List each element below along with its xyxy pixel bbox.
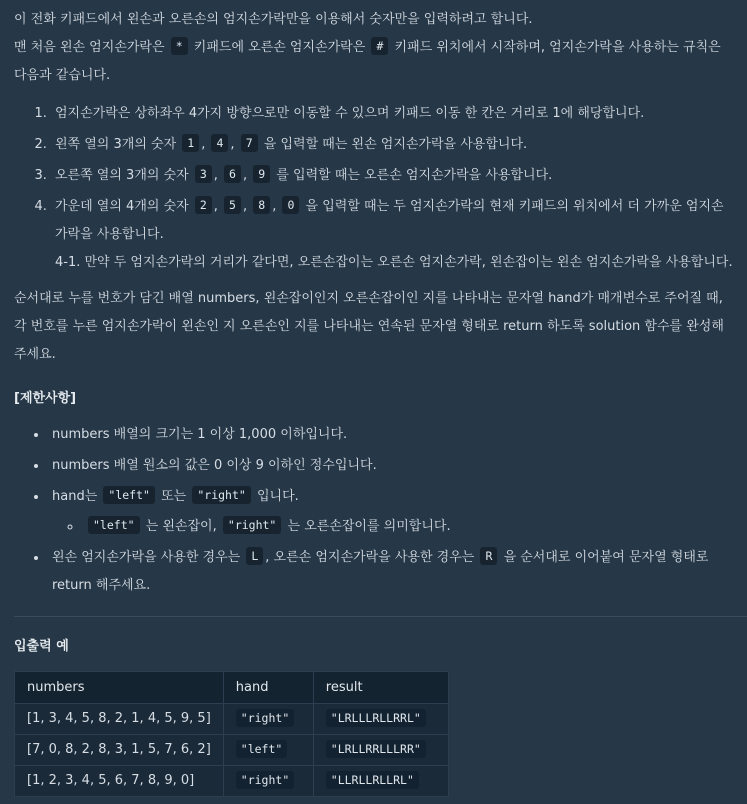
cell-result: "LLRLLRLLRL" (313, 766, 448, 797)
constraint-item-2: • numbers 배열 원소의 값은 0 이상 9 이하인 정수입니다. (48, 452, 735, 480)
cell-result: "LRLLLRLLRRL" (313, 704, 448, 735)
inline-code-right: "right" (223, 516, 281, 534)
constraint-sublist (52, 513, 735, 541)
inline-code-hash: # (371, 37, 388, 55)
rule-item-4: 4. 가운데 열의 4개의 숫자 2 , 5 , 8 , 0 을 입력할 때는 두 엄지손가락의 현재 키패드의 위치에서 더 가까운 엄지손가락을 사용합니다. 4-1. 만약 두 엄지손가락의 거리가 같다면, 오른손잡이는 오른손 엄지손가락, 왼손잡이는 왼손 엄지손가락을 사용합니다. (51, 193, 735, 277)
inline-code: 6 (224, 165, 241, 183)
examples-title: 입출력 예 (14, 639, 69, 654)
inline-code: 5 (224, 196, 241, 214)
cell-result: "LRLLRRLLLRR" (313, 735, 448, 766)
inline-code: 8 (253, 196, 270, 214)
constraint-subitem: ◦ "left" 는 왼손잡이, "right" 는 오른손잡이를 의미합니다. (82, 513, 735, 541)
constraints-title: [제한사항] (14, 391, 77, 406)
description-paragraph: 순서대로 누를 번호가 담긴 배열 numbers, 왼손잡이인지 오른손잡이인 지를 나타내는 문자열 hand가 매개변수로 주어질 때, 각 번호를 누른 엄지손가락이 왼손인 지 오른손인 지를 나타내는 연속된 문자열 형태로 return 하도록 solution 함수를 완성해주세요. (14, 291, 724, 362)
constraint-item-1: • numbers 배열의 크기는 1 이상 1,000 이하입니다. (48, 421, 735, 449)
constraint-item-3: • hand는 "left" 또는 "right" 입니다. ◦ "left" 는 왼손잡이, "right" 는 오른손잡이를 의미합니다. (48, 483, 735, 541)
rule-item-2: 2. 왼쪽 열의 3개의 숫자 1 , 4 , 7 을 입력할 때는 왼손 엄지손가락을 사용합니다. (51, 131, 735, 159)
table-row (15, 735, 449, 766)
table-row (15, 704, 449, 735)
header-numbers: numbers (15, 672, 224, 704)
cell-hand: "right" (223, 704, 313, 735)
section-divider (14, 616, 747, 617)
header-hand: hand (223, 672, 313, 704)
constraint-item-4: • 왼손 엄지손가락을 사용한 경우는 L , 오른손 엄지손가락을 사용한 경우는 R 을 순서대로 이어붙여 문자열 형태로 return 해주세요. (48, 544, 735, 600)
inline-code: 1 (182, 134, 199, 152)
examples-table (14, 671, 449, 797)
inline-code-right: "right" (192, 486, 250, 504)
header-result: result (313, 672, 448, 704)
constraints-list (14, 421, 735, 600)
table-row (15, 766, 449, 797)
inline-code: 9 (253, 165, 270, 183)
inline-code-left: "left" (103, 486, 155, 504)
rule-item-4-1: 4-1. 만약 두 엄지손가락의 거리가 같다면, 오른손잡이는 오른손 엄지손가락, 왼손잡이는 왼손 엄지손가락을 사용합니다. (55, 255, 733, 270)
inline-code: 4 (211, 134, 228, 152)
inline-code: 7 (241, 134, 258, 152)
intro-line-1: 이 전화 키패드에서 왼손과 오른손의 엄지손가락만을 이용해서 숫자만을 입력하려고 합니다. (14, 12, 533, 27)
inline-code: 2 (195, 196, 212, 214)
rules-list (14, 100, 735, 277)
rule-item-1: 1. 엄지손가락은 상하좌우 4가지 방향으로만 이동할 수 있으며 키패드 이동 한 칸은 거리로 1에 해당합니다. (51, 100, 735, 128)
table-header-row (15, 672, 449, 704)
cell-hand: "left" (223, 735, 313, 766)
inline-code-R: R (480, 547, 497, 565)
cell-numbers: [1, 2, 3, 4, 5, 6, 7, 8, 9, 0] (15, 766, 224, 797)
cell-numbers: [7, 0, 8, 2, 8, 3, 1, 5, 7, 6, 2] (15, 735, 224, 766)
inline-code: 3 (195, 165, 212, 183)
cell-hand: "right" (223, 766, 313, 797)
rule-item-3: 3. 오른쪽 열의 3개의 숫자 3 , 6 , 9 를 입력할 때는 오른손 엄지손가락을 사용합니다. (51, 162, 735, 190)
intro-paragraph: 이 전화 키패드에서 왼손과 오른손의 엄지손가락만을 이용해서 숫자만을 입력하려고 합니다. 맨 처음 왼손 엄지손가락은 * 키패드에 오른손 엄지손가락은 # 키패드 위치에서 시작하며, 엄지손가락을 사용하는 규칙은 다음과 같습니다. (14, 12, 721, 83)
inline-code: 0 (282, 196, 299, 214)
inline-code-left: "left" (88, 516, 140, 534)
inline-code-star: * (171, 37, 188, 55)
inline-code-L: L (246, 547, 263, 565)
cell-numbers: [1, 3, 4, 5, 8, 2, 1, 4, 5, 9, 5] (15, 704, 224, 735)
